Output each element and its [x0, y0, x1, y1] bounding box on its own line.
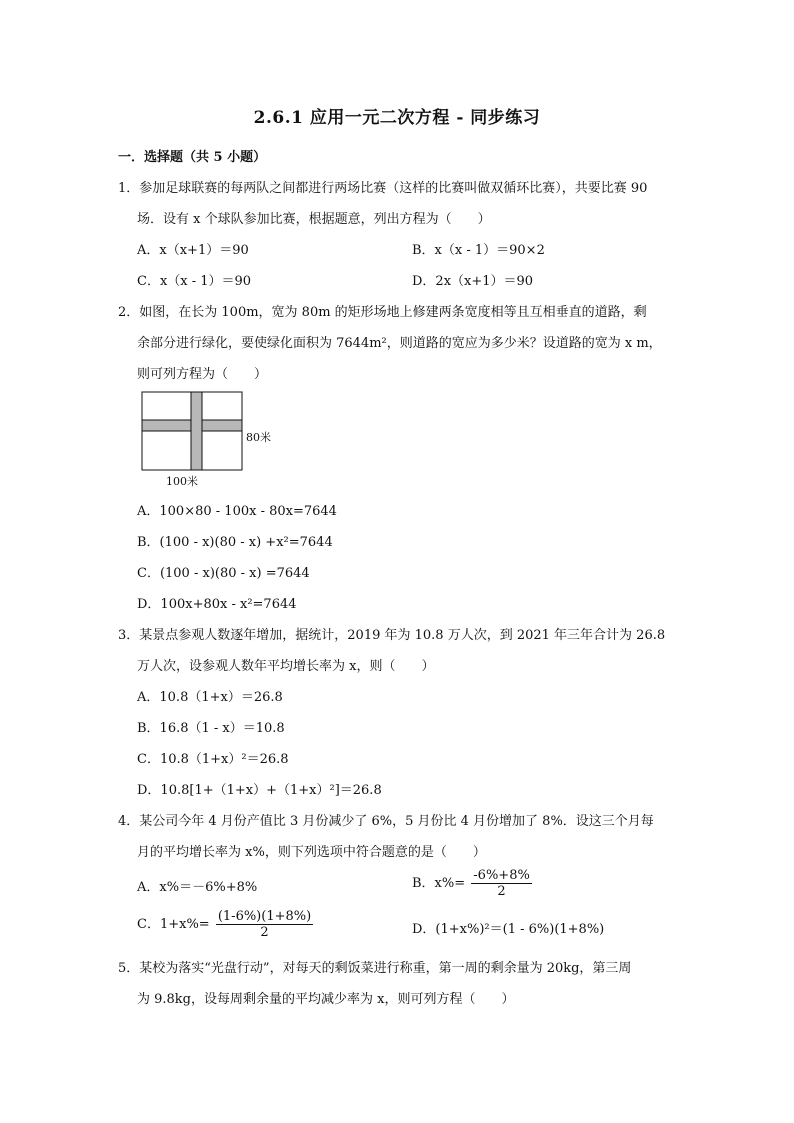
q3-option-a: A．10.8（1+x）＝26.8 — [137, 690, 283, 705]
q4-option-c — [137, 909, 313, 940]
q3-option-b: B．16.8（1 - x）＝10.8 — [137, 721, 285, 736]
q1-stem-line1: 1．参加足球联赛的每两队之间都进行两场比赛（这样的比赛叫做双循环比赛），共要比赛 90 — [118, 181, 648, 196]
q4-option-d: D．(1+x%)²＝(1 - 6%)(1+8%) — [412, 922, 605, 937]
road-field-figure — [138, 388, 288, 488]
q4-stem-line1: 4．某公司今年 4 月份产值比 3 月份减少了 6%，5 月份比 4 月份增加了 8%．设这三个月每 — [118, 814, 654, 829]
q2-option-a: A．100×80 - 100x - 80x=7644 — [137, 504, 337, 519]
q1-option-c: C．x（x - 1）＝90 — [137, 274, 252, 289]
q4-option-b-fraction — [471, 868, 532, 899]
q4-option-b-numerator: -6%+8% — [473, 868, 530, 883]
q4-option-a: A．x%＝－6%+8% — [137, 880, 258, 895]
q5-stem-line1: 5．某校为落实“光盘行动”，对每天的剩饭菜进行称重，第一周的剩余量为 20kg，第三周 — [118, 961, 632, 976]
q2-option-b: B．(100 - x)(80 - x) +x²=7644 — [137, 535, 333, 550]
q4-option-c-fraction — [216, 909, 313, 940]
section-heading: 一．选择题（共 5 小题） — [118, 150, 267, 165]
width-label: 80米 — [246, 431, 271, 444]
q4-option-b — [412, 868, 532, 899]
q1-option-a: A．x（x+1）＝90 — [137, 243, 249, 258]
q1-option-d: D．2x（x+1）＝90 — [412, 274, 534, 289]
q5-stem-line2: 为 9.8kg，设每周剩余量的平均减少率为 x，则可列方程（ ） — [137, 992, 515, 1007]
q3-option-d: D．10.8[1+（1+x）+（1+x）²]＝26.8 — [137, 783, 382, 798]
q3-option-c: C．10.8（1+x）²＝26.8 — [137, 752, 289, 767]
q1-option-b: B．x（x - 1）＝90×2 — [412, 243, 545, 258]
q2-stem-line2: 余部分进行绿化，要使绿化面积为 7644m²，则道路的宽应为多少米？设道路的宽为 x m， — [137, 336, 662, 351]
page-title: 2.6.1 应用一元二次方程 - 同步练习 — [253, 108, 541, 128]
q1-stem-line2: 场．设有 x 个球队参加比赛，根据题意，列出方程为（ ） — [137, 212, 491, 227]
q4-option-b-denominator: 2 — [497, 884, 506, 899]
q2-stem-line3: 则可列方程为（ ） — [137, 367, 268, 382]
q3-stem-line2: 万人次，设参观人数年平均增长率为 x，则（ ） — [137, 659, 435, 674]
q2-stem-line1: 2．如图，在长为 100m，宽为 80m 的矩形场地上修建两条宽度相等且互相垂直的道路，剩 — [118, 305, 647, 320]
q4-option-c-prefix: C．1+x%= — [137, 917, 210, 932]
q4-option-b-prefix: B．x%= — [412, 876, 466, 891]
q4-option-c-denominator: 2 — [260, 925, 269, 940]
length-label: 100米 — [166, 475, 198, 488]
q2-option-d: D．100x+80x - x²=7644 — [137, 597, 297, 612]
q4-stem-line2: 月的平均增长率为 x%，则下列选项中符合题意的是（ ） — [137, 845, 486, 860]
q3-stem-line1: 3．某景点参观人数逐年增加，据统计，2019 年为 10.8 万人次，到 2021 年三年合计为 26.8 — [118, 628, 666, 643]
q4-option-c-numerator: (1-6%)(1+8%) — [217, 909, 312, 924]
vertical-road — [191, 392, 202, 470]
q2-option-c: C．(100 - x)(80 - x) =7644 — [137, 566, 310, 581]
